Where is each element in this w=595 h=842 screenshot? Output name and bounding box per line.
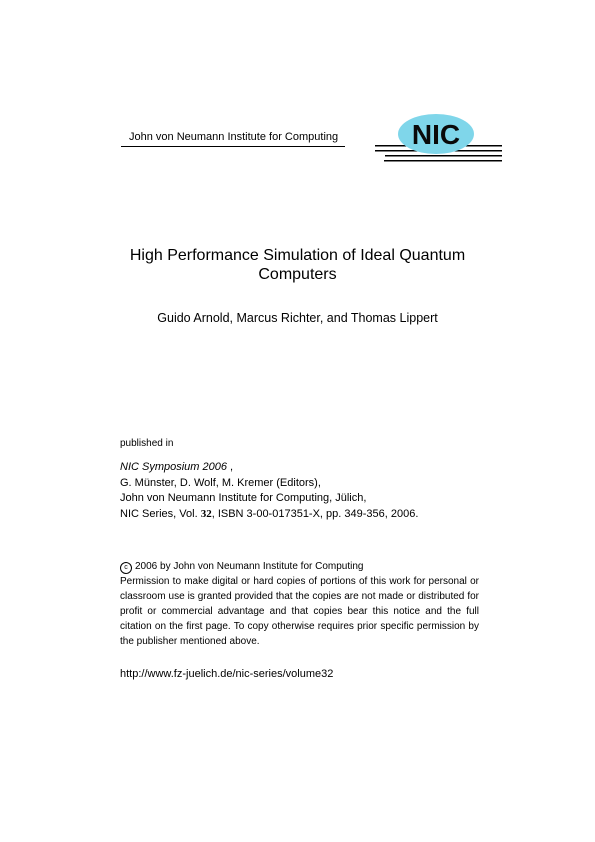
logo-stripe bbox=[384, 160, 502, 162]
publication-details bbox=[120, 460, 480, 522]
copyright-icon: c bbox=[120, 562, 132, 574]
published-in-label: published in bbox=[120, 438, 174, 449]
copyright-block bbox=[120, 559, 479, 650]
copyright-line bbox=[120, 559, 479, 574]
series-url[interactable]: http://www.fz-juelich.de/nic-series/volume32 bbox=[120, 668, 334, 680]
author-list: Guido Arnold, Marcus Richter, and Thomas Lippert bbox=[157, 311, 438, 325]
symposium-suffix: , bbox=[227, 461, 234, 473]
copyright-text: 2006 by John von Neumann Institute for Computing bbox=[135, 561, 364, 572]
nic-logo bbox=[340, 113, 502, 163]
series-prefix: NIC Series, Vol. bbox=[120, 507, 201, 520]
logo-text: NIC bbox=[411, 119, 461, 150]
volume-number: 32 bbox=[200, 507, 212, 520]
series-line bbox=[120, 507, 480, 523]
header-rule bbox=[121, 146, 345, 147]
paper-title: High Performance Simulation of Ideal Quantum Computers bbox=[129, 247, 466, 283]
logo-stripe bbox=[385, 155, 502, 157]
series-suffix: , ISBN 3-00-017351-X, pp. 349-356, 2006. bbox=[211, 507, 419, 520]
institute-name: John von Neumann Institute for Computing bbox=[129, 131, 339, 143]
symposium-line bbox=[120, 460, 480, 476]
editors-line: G. Münster, D. Wolf, M. Kremer (Editors), bbox=[120, 476, 321, 489]
symposium-name: NIC Symposium 2006 bbox=[120, 461, 227, 473]
publisher-line: John von Neumann Institute for Computing, Jülich, bbox=[120, 492, 367, 505]
permission-notice: Permission to make digital or hard copies of portions of this work for personal or classroom use is granted provided that the copies are not made or distributed for profit or commercial advantage and that copies bear this notice and the full citation on the first page. To copy otherwise requires prior specific permission by the publisher mentioned above. bbox=[120, 576, 479, 648]
